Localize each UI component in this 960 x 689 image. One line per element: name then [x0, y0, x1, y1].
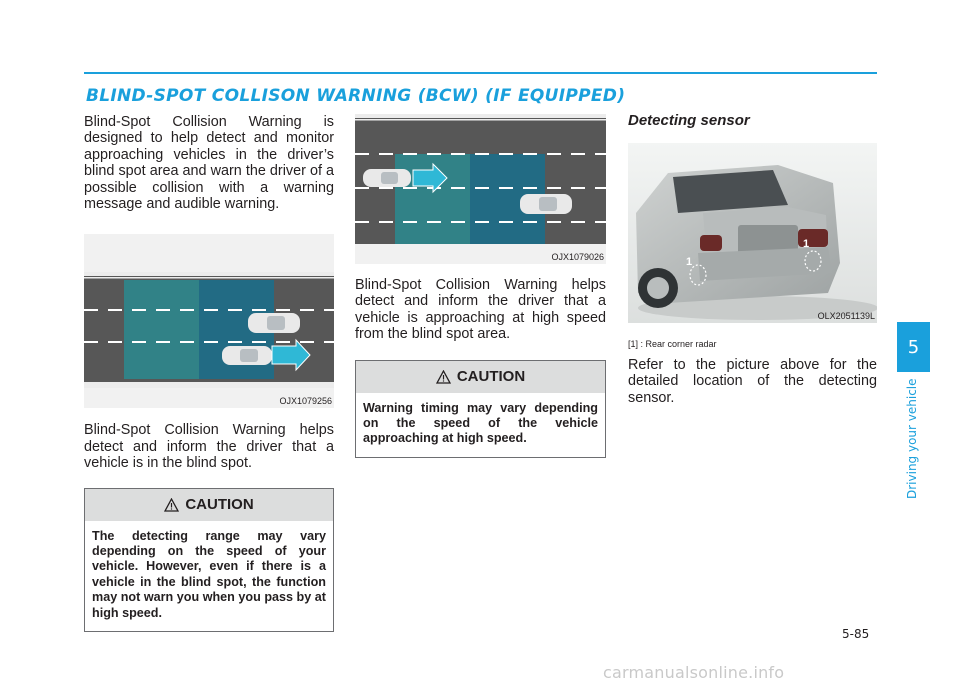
- rear-corner-radar-figure: [628, 143, 877, 323]
- warning-triangle-icon: [164, 498, 179, 512]
- approaching-paragraph: Blind-Spot Collision Warning helps detect and inform the driver that a vehicle is approaching at high speed from the blind spot area.: [355, 277, 606, 343]
- caution-body: Warning timing may vary depending on the speed of the vehicle approaching at high speed.: [363, 400, 598, 446]
- watermark: carmanualsonline.info: [603, 663, 785, 682]
- blind-spot-paragraph: Blind-Spot Collision Warning helps detect and inform the driver that a vehicle is in the blind spot.: [84, 422, 334, 472]
- caution-box: [355, 360, 606, 458]
- car-icon: [248, 313, 300, 333]
- column-2: [355, 114, 606, 458]
- sensor-label-1: 1: [686, 256, 693, 268]
- radar-note: [1] : Rear corner radar: [628, 339, 717, 349]
- car-icon: [222, 346, 272, 365]
- blind-spot-figure: [84, 234, 334, 408]
- approaching-vehicle-road-illustration: [355, 114, 606, 264]
- page-number: 5-85: [842, 627, 870, 641]
- caution-title: CAUTION: [185, 496, 254, 514]
- section-title: BLIND-SPOT COLLISON WARNING (BCW) (IF EQUIPPED): [86, 86, 626, 106]
- chapter-tab: [897, 322, 930, 372]
- chapter-number: 5: [907, 336, 920, 358]
- intro-paragraph: Blind-Spot Collision Warning is designed to help detect and monitor approaching vehicles in the driver’s blind spot area and warn the driver of a possible collision with a warning message and audible warning.: [84, 114, 334, 213]
- top-rule: [84, 72, 877, 74]
- blind-spot-road-illustration: [84, 234, 334, 408]
- caution-title: CAUTION: [456, 368, 526, 386]
- caution-box: [84, 488, 334, 632]
- approaching-vehicle-figure: [355, 114, 606, 264]
- caution-body: The detecting range may vary depending on the speed of your vehicle. However, even if there is a vehicle in the blind spot, the function may not warn you when you pass by at high speed.: [92, 528, 326, 620]
- detecting-sensor-heading: Detecting sensor: [628, 112, 750, 129]
- caution-header: [85, 489, 333, 521]
- column-1: [84, 114, 334, 632]
- warning-triangle-icon: [436, 370, 451, 384]
- suv-rear-photo: [628, 143, 877, 323]
- chapter-label: Driving your vehicle: [905, 378, 919, 499]
- car-icon: [520, 194, 572, 214]
- car-icon: [363, 169, 411, 187]
- sensor-paragraph: Refer to the picture above for the detailed location of the detecting sensor.: [628, 357, 877, 406]
- sensor-label-2: 1: [803, 238, 810, 250]
- figure-caption: OJX1079256: [279, 396, 332, 407]
- column-3: [628, 112, 877, 406]
- caution-header: [356, 361, 605, 393]
- figure-caption: OLX2051139L: [817, 311, 875, 321]
- figure-caption: OJX1079026: [551, 252, 604, 262]
